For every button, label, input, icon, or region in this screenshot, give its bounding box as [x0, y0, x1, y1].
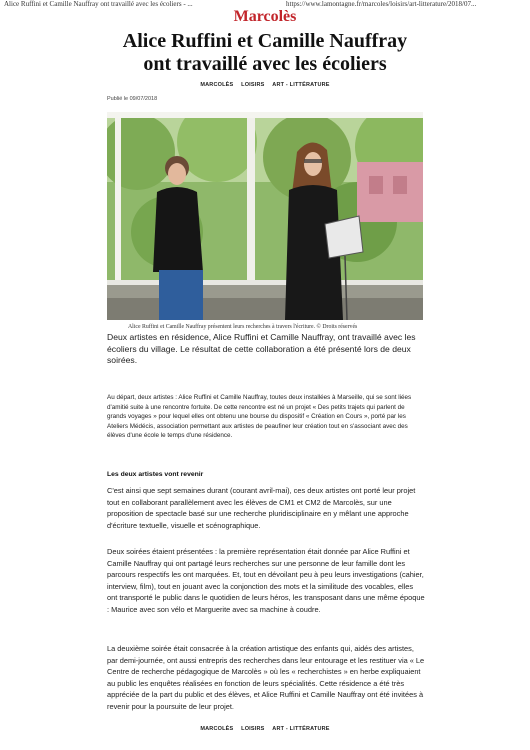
- photo-illustration: [107, 112, 423, 320]
- print-header-title: Alice Ruffini et Camille Nauffray ont travaillé avec les écoliers - ...: [4, 0, 193, 8]
- article-lede: Deux artistes en résidence, Alice Ruffini et Camille Nauffray, ont travaillé avec les écoliers du village. Le résultat de cette collaboration a été présenté lors de deux soirées.: [107, 332, 416, 366]
- tag-art-litterature[interactable]: ART - LITTÉRATURE: [272, 82, 330, 88]
- section-subheading: Les deux artistes vont revenir: [107, 471, 204, 478]
- category-tags-bottom: [0, 726, 530, 732]
- tag-town[interactable]: MARCOLÈS: [200, 82, 234, 88]
- tag-town[interactable]: MARCOLÈS: [200, 726, 234, 732]
- town-name[interactable]: Marcolès: [233, 8, 297, 25]
- body-paragraph: La deuxième soirée était consacrée à la création artistique des enfants qui, aidés des artistes, par demi-journée, ont aussi entrepris des recherches dans leur entourage et les restituer via « Le Centre de recherche pédagogique de Marcolès » où les « recherchistes » en herbe expliquaient au public les enquêtes réalisées en fonction de leurs spécialités. Cette résidence a été très appréciée de la part du public et des élèves, et Alice Ruffini et Camille Nauffray ont été invitées à revenir pour la poursuite de leur projet.: [107, 644, 425, 711]
- article-intro: Au départ, deux artistes : Alice Ruffini et Camille Nauffray, toutes deux installées à Marseille, qui se sont liées d'amitié suite à une rencontre fortuite. De cette rencontre est né un projet « Des petits trajets qui parlent de grands voyages » pour lequel elles ont obtenu une bourse du dispositif « Création en Cours », porté par les Ateliers Médécis, association permettant aux artistes de peaufiner leur création tout en s'associant avec des élèves d'une école le temps d'une résidence.: [107, 394, 412, 439]
- photo-caption: Alice Ruffini et Camille Nauffray présentent leurs recherches à travers l'écriture. © Droits réservés: [128, 324, 358, 330]
- headline-line-2: ont travaillé avec les écoliers: [143, 53, 387, 75]
- tag-loisirs[interactable]: LOISIRS: [241, 726, 265, 732]
- tag-loisirs[interactable]: LOISIRS: [241, 82, 265, 88]
- publication-date: Publié le 09/07/2018: [107, 96, 158, 102]
- tag-art-litterature[interactable]: ART - LITTÉRATURE: [272, 726, 330, 732]
- article-photo: [107, 112, 423, 320]
- body-paragraph: Deux soirées étaient présentées : la première représentation était donnée par Alice Ruffini et Camille Nauffray qui ont partagé leurs recherches sur une personne de leur famille dont les parcours respectifs les ont marquées. Et, tout en dévoilant peu à peu leurs investigations (cahier, interview, film), tout en jouant avec la conjonction des mots et la similitude des vocables, elles ont transporté le public dans le quotidien de leurs héros, les transposant dans une même époque : Maurice avec son vélo et Marguerite avec sa machine à coudre.: [107, 547, 425, 614]
- article-headline: [60, 30, 470, 76]
- category-tags-top: [0, 82, 530, 88]
- print-header-url[interactable]: https://www.lamontagne.fr/marcoles/loisirs/art-litterature/2018/07...: [286, 0, 477, 8]
- headline-line-1: Alice Ruffini et Camille Nauffray: [122, 30, 408, 52]
- body-paragraph: C'est ainsi que sept semaines durant (courant avril-mai), ces deux artistes ont porté leur projet tout en collaborant parallèlement avec les élèves de CM1 et CM2 de Marcolès, sur une proposition de spectacle basé sur une recherche pluridisciplinaire en y mêlant une approche d'écriture textuelle, visuelle et scénographique.: [107, 486, 416, 530]
